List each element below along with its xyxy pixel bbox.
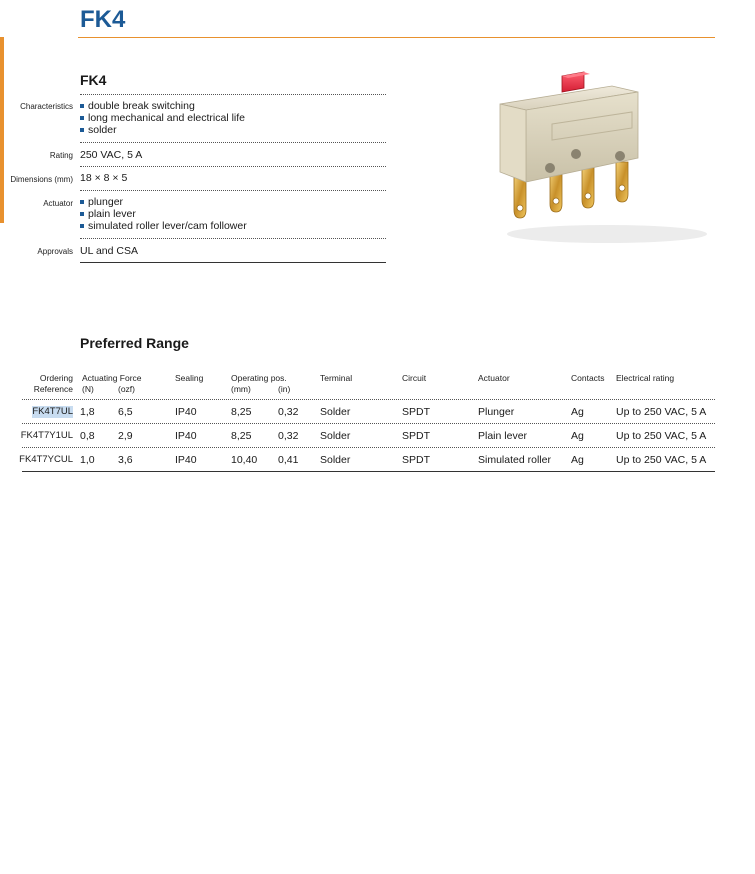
divider <box>80 166 386 167</box>
list-item: plain lever <box>80 208 247 220</box>
actuator-list <box>80 196 247 232</box>
spec-value-approvals: UL and CSA <box>80 245 138 257</box>
cell-force-ozf: 2,9 <box>118 430 133 442</box>
range-heading: Preferred Range <box>80 335 189 351</box>
product-heading: FK4 <box>80 72 107 88</box>
col-header-contacts: Contacts <box>571 373 605 383</box>
list-item: solder <box>80 124 245 136</box>
side-accent-bar <box>0 37 4 223</box>
cell-pos-in: 0,32 <box>278 406 299 418</box>
col-header-oppos-mm: (mm) <box>231 384 251 394</box>
cell-sealing: IP40 <box>175 406 197 418</box>
col-header-sealing: Sealing <box>175 373 204 383</box>
cell-actuator: Simulated roller <box>478 454 551 466</box>
spec-label-approvals: Approvals <box>37 247 73 256</box>
cell-rating: Up to 250 VAC, 5 A <box>616 406 707 418</box>
header-line: Ordering <box>39 373 73 383</box>
cell-circuit: SPDT <box>402 454 431 466</box>
cell-pos-mm: 10,40 <box>231 454 258 466</box>
col-header-oppos-in: (in) <box>278 384 291 394</box>
list-item: long mechanical and electrical life <box>80 112 245 124</box>
spec-label-dimensions: Dimensions (mm) <box>10 175 73 184</box>
cell-ref[interactable]: FK4T7YCUL <box>19 454 73 465</box>
col-header-terminal: Terminal <box>320 373 353 383</box>
spec-label-actuator: Actuator <box>43 199 73 208</box>
spec-value-rating: 250 VAC, 5 A <box>80 149 143 161</box>
cell-rating: Up to 250 VAC, 5 A <box>616 430 707 442</box>
cell-pos-in: 0,41 <box>278 454 299 466</box>
spec-label-rating: Rating <box>49 151 73 160</box>
col-header-force-ozf: (ozf) <box>118 384 135 394</box>
col-header-force-n: (N) <box>82 384 94 394</box>
divider <box>80 190 386 191</box>
cell-rating: Up to 250 VAC, 5 A <box>616 454 707 466</box>
divider <box>80 238 386 239</box>
cell-ref[interactable]: FK4T7Y1UL <box>20 430 73 441</box>
cell-sealing: IP40 <box>175 454 197 466</box>
title-rule <box>78 37 715 38</box>
characteristics-list <box>80 100 245 136</box>
header-line: Reference <box>33 384 73 394</box>
table-bottom-rule <box>22 471 715 472</box>
cell-terminal: Solder <box>320 406 351 418</box>
col-header-oppos: Operating pos. <box>231 373 287 383</box>
cell-force-ozf: 6,5 <box>118 406 133 418</box>
cell-force-n: 0,8 <box>80 430 95 442</box>
cell-contacts: Ag <box>571 454 584 466</box>
cell-terminal: Solder <box>320 430 351 442</box>
table-divider <box>22 447 715 448</box>
cell-contacts: Ag <box>571 406 584 418</box>
cell-force-n: 1,0 <box>80 454 95 466</box>
col-header-force: Actuating Force <box>82 373 142 383</box>
product-image <box>492 62 712 248</box>
cell-actuator: Plunger <box>478 406 515 418</box>
cell-terminal: Solder <box>320 454 351 466</box>
spec-bottom-rule <box>80 262 386 263</box>
col-header-actuator: Actuator <box>478 373 510 383</box>
cell-circuit: SPDT <box>402 430 431 442</box>
cell-sealing: IP40 <box>175 430 197 442</box>
cell-force-ozf: 3,6 <box>118 454 133 466</box>
cell-force-n: 1,8 <box>80 406 95 418</box>
table-divider <box>22 423 715 424</box>
col-header-circuit: Circuit <box>402 373 427 383</box>
cell-contacts: Ag <box>571 430 584 442</box>
col-header-rating: Electrical rating <box>616 373 675 383</box>
cell-actuator: Plain lever <box>478 430 528 442</box>
table-divider <box>22 399 715 400</box>
spec-value-dimensions: 18 × 8 × 5 <box>80 172 128 184</box>
list-item: simulated roller lever/cam follower <box>80 220 247 232</box>
col-header-ref <box>34 373 73 395</box>
cell-pos-mm: 8,25 <box>231 430 252 442</box>
page-title: FK4 <box>80 6 126 33</box>
cell-pos-mm: 8,25 <box>231 406 252 418</box>
spec-label-characteristics: Characteristics <box>20 102 73 111</box>
list-item: plunger <box>80 196 247 208</box>
list-item: double break switching <box>80 100 245 112</box>
cell-pos-in: 0,32 <box>278 430 299 442</box>
cell-ref[interactable]: FK4T7UL <box>32 406 73 417</box>
divider <box>80 142 386 143</box>
divider <box>80 94 386 95</box>
cell-circuit: SPDT <box>402 406 431 418</box>
